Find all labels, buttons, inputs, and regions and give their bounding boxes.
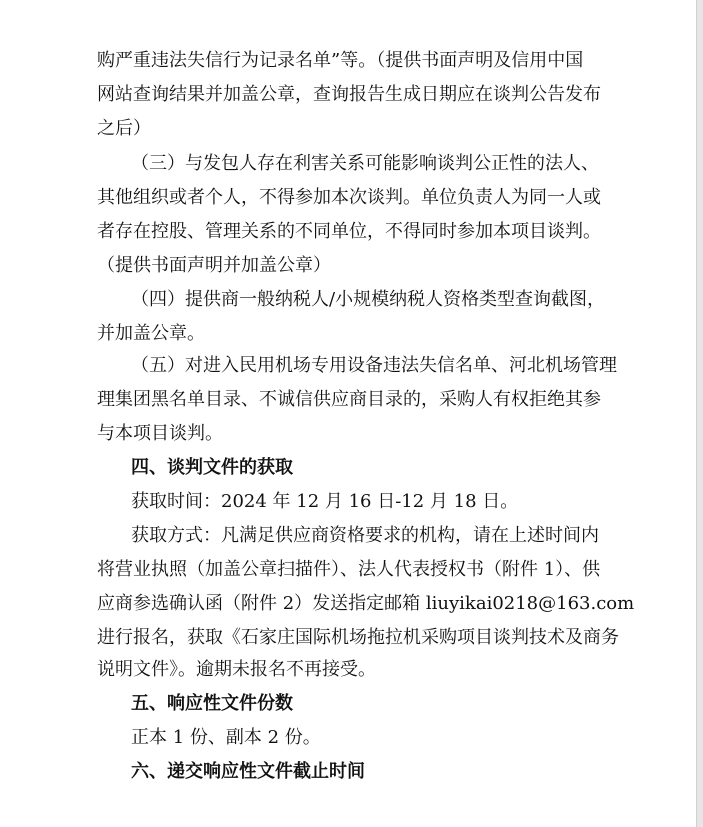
section-heading: 四、谈判文件的获取 bbox=[131, 457, 293, 478]
paragraph-line: 与本项目谈判。 bbox=[97, 423, 223, 444]
page-edge bbox=[696, 0, 703, 827]
paragraph-line: （提供书面声明并加盖公章） bbox=[97, 255, 331, 276]
section-heading: 五、响应性文件份数 bbox=[131, 693, 293, 714]
paragraph-line: 应商参选确认函（附件 2）发送指定邮箱 liuyikai0218@163.com bbox=[97, 593, 635, 614]
paragraph-line: （四）提供商一般纳税人/小规模纳税人资格类型查询截图， bbox=[131, 289, 606, 310]
paragraph-line: 之后） bbox=[97, 118, 151, 139]
paragraph-line: 网站查询结果并加盖公章，查询报告生成日期应在谈判公告发布 bbox=[97, 84, 601, 105]
paragraph-line: 正本 1 份、副本 2 份。 bbox=[131, 727, 321, 748]
paragraph-line: 其他组织或者个人，不得参加本次谈判。单位负责人为同一人或 bbox=[97, 187, 601, 208]
paragraph-line: 说明文件》。逾期未报名不再接受。 bbox=[97, 659, 376, 680]
paragraph-line: 获取时间：2024 年 12 月 16 日-12 月 18 日。 bbox=[131, 491, 519, 512]
paragraph-line: 理集团黑名单目录、不诚信供应商目录的，采购人有权拒绝其参 bbox=[97, 389, 601, 410]
paragraph-line: 者存在控股、管理关系的不同单位，不得同时参加本项目谈判。 bbox=[97, 221, 601, 242]
paragraph-line: 获取方式：凡满足供应商资格要求的机构，请在上述时间内 bbox=[131, 525, 599, 546]
paragraph-line: 并加盖公章。 bbox=[97, 323, 205, 344]
paragraph-line: 购严重违法失信行为记录名单”等。（提供书面声明及信用中国 bbox=[97, 50, 584, 71]
paragraph-line: （五）对进入民用机场专用设备违法失信名单、河北机场管理 bbox=[131, 355, 617, 376]
paragraph-line: 进行报名，获取《石家庄国际机场拖拉机采购项目谈判技术及商务 bbox=[97, 627, 619, 648]
paragraph-line: 将营业执照（加盖公章扫描件）、法人代表授权书（附件 1）、供 bbox=[97, 559, 601, 580]
section-heading: 六、递交响应性文件截止时间 bbox=[131, 761, 365, 782]
paragraph-line: （三）与发包人存在利害关系可能影响谈判公正性的法人、 bbox=[131, 153, 599, 174]
